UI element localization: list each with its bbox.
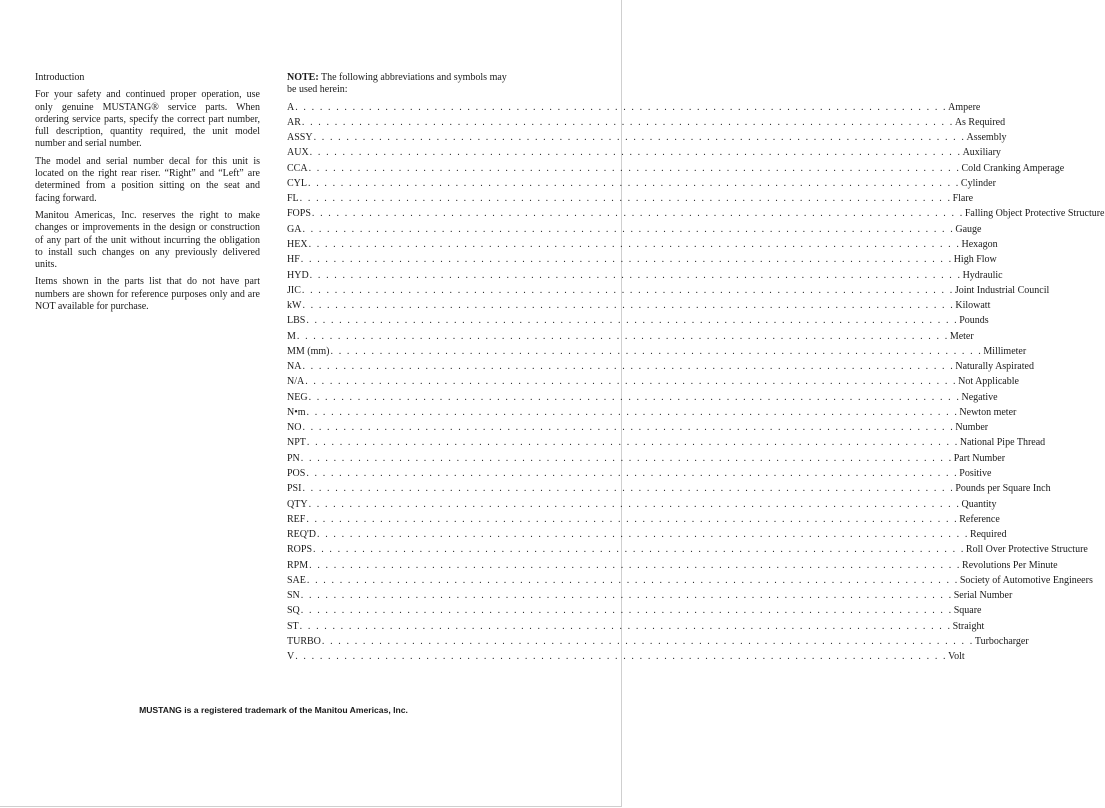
dot-leader: . . . . . . . . . . . . . . . . . . . . . . . . . . . . . . . . . . . . . . . . . . . . . . . . . . . . . . . . . . . . . . . . . . . . . . . . . . . . . . . . xyxy=(306,406,959,418)
abbreviation-definition: Ampere xyxy=(948,101,981,113)
abbreviation-definition: Number xyxy=(955,422,989,434)
abbreviation-term: NA xyxy=(287,361,302,373)
abbreviation-definition: Turbocharger xyxy=(974,635,1029,647)
abbreviation-row xyxy=(287,115,1006,130)
abbreviation-definition: Naturally Aspirated xyxy=(955,361,1034,373)
dot-leader: . . . . . . . . . . . . . . . . . . . . . . . . . . . . . . . . . . . . . . . . . . . . . . . . . . . . . . . . . . . . . . . . . . . . . . . . . . . . . . . . xyxy=(300,254,953,266)
abbreviation-row xyxy=(287,145,1001,160)
abbreviation-term: N/A xyxy=(287,376,305,388)
dot-leader: . . . . . . . . . . . . . . . . . . . . . . . . . . . . . . . . . . . . . . . . . . . . . . . . . . . . . . . . . . . . . . . . . . . . . . . . . . . . . . . . xyxy=(311,208,964,220)
abbreviation-row xyxy=(287,512,1000,527)
dot-leader: . . . . . . . . . . . . . . . . . . . . . . . . . . . . . . . . . . . . . . . . . . . . . . . . . . . . . . . . . . . . . . . . . . . . . . . . . . . . . . . . xyxy=(321,635,974,647)
abbreviation-definition: Serial Number xyxy=(953,590,1013,602)
dot-leader: . . . . . . . . . . . . . . . . . . . . . . . . . . . . . . . . . . . . . . . . . . . . . . . . . . . . . . . . . . . . . . . . . . . . . . . . . . . . . . . . xyxy=(296,330,949,342)
dot-leader: . . . . . . . . . . . . . . . . . . . . . . . . . . . . . . . . . . . . . . . . . . . . . . . . . . . . . . . . . . . . . . . . . . . . . . . . . . . . . . . . xyxy=(308,238,961,250)
abbreviation-term: CCA xyxy=(287,162,308,174)
dot-leader: . . . . . . . . . . . . . . . . . . . . . . . . . . . . . . . . . . . . . . . . . . . . . . . . . . . . . . . . . . . . . . . . . . . . . . . . . . . . . . . . xyxy=(302,300,955,312)
abbreviation-definition: Not Applicable xyxy=(958,376,1019,388)
abbreviation-term: AR xyxy=(287,116,301,128)
abbreviation-definition: Quantity xyxy=(961,498,997,510)
dot-leader: . . . . . . . . . . . . . . . . . . . . . . . . . . . . . . . . . . . . . . . . . . . . . . . . . . . . . . . . . . . . . . . . . . . . . . . . . . . . . . . . xyxy=(295,101,948,113)
abbreviation-row xyxy=(287,435,1046,450)
abbreviation-term: N•m xyxy=(287,406,306,418)
abbreviation-row xyxy=(287,359,1034,374)
dot-leader: . . . . . . . . . . . . . . . . . . . . . . . . . . . . . . . . . . . . . . . . . . . . . . . . . . . . . . . . . . . . . . . . . . . . . . . . . . . . . . . . xyxy=(300,590,953,602)
abbreviation-term: M xyxy=(287,330,296,342)
abbreviation-term: kW xyxy=(287,300,302,312)
abbreviation-definition: Flare xyxy=(952,193,974,205)
introduction-column xyxy=(35,72,260,318)
abbreviation-term: MM (mm) xyxy=(287,345,330,357)
abbreviation-term: FOPS xyxy=(287,208,311,220)
abbreviation-term: A xyxy=(287,101,295,113)
abbreviation-row xyxy=(287,344,1027,359)
dot-leader: . . . . . . . . . . . . . . . . . . . . . . . . . . . . . . . . . . . . . . . . . . . . . . . . . . . . . . . . . . . . . . . . . . . . . . . . . . . . . . . . xyxy=(302,422,955,434)
dot-leader: . . . . . . . . . . . . . . . . . . . . . . . . . . . . . . . . . . . . . . . . . . . . . . . . . . . . . . . . . . . . . . . . . . . . . . . . . . . . . . . . xyxy=(302,361,955,373)
abbreviation-row xyxy=(287,252,997,267)
dot-leader: . . . . . . . . . . . . . . . . . . . . . . . . . . . . . . . . . . . . . . . . . . . . . . . . . . . . . . . . . . . . . . . . . . . . . . . . . . . . . . . . xyxy=(302,483,955,495)
dot-leader: . . . . . . . . . . . . . . . . . . . . . . . . . . . . . . . . . . . . . . . . . . . . . . . . . . . . . . . . . . . . . . . . . . . . . . . . . . . . . . . . xyxy=(306,574,959,586)
abbreviation-definition: Joint Industrial Council xyxy=(954,284,1050,296)
abbreviation-term: CYL xyxy=(287,177,307,189)
abbreviation-term: PN xyxy=(287,452,300,464)
abbreviation-definition: Cold Cranking Amperage xyxy=(961,162,1065,174)
dot-leader: . . . . . . . . . . . . . . . . . . . . . . . . . . . . . . . . . . . . . . . . . . . . . . . . . . . . . . . . . . . . . . . . . . . . . . . . . . . . . . . . xyxy=(301,116,954,128)
abbreviation-term: SAE xyxy=(287,574,306,586)
abbreviation-row xyxy=(287,649,965,664)
intro-paragraph-1: For your safety and continued proper operation, use only genuine MUSTANG® service parts. When ordering service parts, specify the correct part number, full description, quantity required, the unit model number and serial number. xyxy=(35,89,260,150)
abbreviation-definition: Auxiliary xyxy=(962,147,1001,159)
abbreviation-row xyxy=(287,481,1051,496)
abbreviation-term: LBS xyxy=(287,315,306,327)
dot-leader: . . . . . . . . . . . . . . . . . . . . . . . . . . . . . . . . . . . . . . . . . . . . . . . . . . . . . . . . . . . . . . . . . . . . . . . . . . . . . . . . xyxy=(308,177,960,189)
abbreviation-row xyxy=(287,603,982,618)
intro-paragraph-2: The model and serial number decal for this unit is located on the right rear riser. “Right” and “Left” are determined from a position sitting on the seat and facing forward. xyxy=(35,155,260,204)
abbreviation-term: ASSY xyxy=(287,132,313,144)
abbreviation-term: ROPS xyxy=(287,544,313,556)
abbreviation-row xyxy=(287,420,989,435)
abbreviation-term: SQ xyxy=(287,605,300,617)
abbreviation-definition: Part Number xyxy=(953,452,1006,464)
dot-leader: . . . . . . . . . . . . . . . . . . . . . . . . . . . . . . . . . . . . . . . . . . . . . . . . . . . . . . . . . . . . . . . . . . . . . . . . . . . . . . . . xyxy=(305,376,958,388)
abbreviation-term: RPM xyxy=(287,559,309,571)
abbreviation-row xyxy=(287,298,991,313)
trademark-footer xyxy=(0,705,623,715)
dot-leader: . . . . . . . . . . . . . . . . . . . . . . . . . . . . . . . . . . . . . . . . . . . . . . . . . . . . . . . . . . . . . . . . . . . . . . . . . . . . . . . . xyxy=(309,147,962,159)
intro-paragraph-3: Manitou Americas, Inc. reserves the right to make changes or improvements in the design or construction of any part of the unit without incurring the obligation to install such changes on any previously delivered units. xyxy=(35,209,260,271)
abbreviation-row xyxy=(287,161,1065,176)
abbreviation-term: NPT xyxy=(287,437,306,449)
abbreviation-definition: National Pipe Thread xyxy=(959,437,1046,449)
abbreviation-row xyxy=(287,405,1017,420)
abbreviations-column xyxy=(287,72,1105,664)
introduction-heading: Introduction xyxy=(35,72,85,83)
dot-leader: . . . . . . . . . . . . . . . . . . . . . . . . . . . . . . . . . . . . . . . . . . . . . . . . . . . . . . . . . . . . . . . . . . . . . . . . . . . . . . . . xyxy=(306,437,959,449)
abbreviation-definition: Kilowatt xyxy=(955,300,991,312)
abbreviation-row xyxy=(287,619,985,634)
abbreviation-term: JIC xyxy=(287,284,301,296)
abbreviation-term: NEG xyxy=(287,391,308,403)
abbreviation-term: POS xyxy=(287,467,306,479)
dot-leader: . . . . . . . . . . . . . . . . . . . . . . . . . . . . . . . . . . . . . . . . . . . . . . . . . . . . . . . . . . . . . . . . . . . . . . . . . . . . . . . . xyxy=(302,223,955,235)
dot-leader: . . . . . . . . . . . . . . . . . . . . . . . . . . . . . . . . . . . . . . . . . . . . . . . . . . . . . . . . . . . . . . . . . . . . . . . . . . . . . . . . xyxy=(308,498,961,510)
note-text: The following abbreviations and symbols may be used herein: xyxy=(287,72,507,96)
abbreviation-definition: Hydraulic xyxy=(962,269,1003,281)
abbreviation-definition: Millimeter xyxy=(983,345,1027,357)
abbreviation-term: SN xyxy=(287,590,300,602)
abbreviation-definition: Hexagon xyxy=(961,238,998,250)
abbreviation-row xyxy=(287,191,974,206)
abbreviation-row xyxy=(287,237,998,252)
dot-leader: . . . . . . . . . . . . . . . . . . . . . . . . . . . . . . . . . . . . . . . . . . . . . . . . . . . . . . . . . . . . . . . . . . . . . . . . . . . . . . . . xyxy=(306,513,959,525)
dot-leader: . . . . . . . . . . . . . . . . . . . . . . . . . . . . . . . . . . . . . . . . . . . . . . . . . . . . . . . . . . . . . . . . . . . . . . . . . . . . . . . . xyxy=(309,269,962,281)
dot-leader: . . . . . . . . . . . . . . . . . . . . . . . . . . . . . . . . . . . . . . . . . . . . . . . . . . . . . . . . . . . . . . . . . . . . . . . . . . . . . . . . xyxy=(308,162,961,174)
abbreviation-definition: Assembly xyxy=(966,132,1007,144)
abbreviation-row xyxy=(287,206,1105,221)
abbreviation-row xyxy=(287,558,1058,573)
abbreviation-term: FL xyxy=(287,193,299,205)
abbreviation-definition: Pounds xyxy=(959,315,989,327)
trademark-text: MUSTANG is a registered trademark of the Manitou Americas, Inc. xyxy=(139,705,408,715)
abbreviation-definition: Roll Over Protective Structure xyxy=(965,544,1088,556)
abbreviation-row xyxy=(287,497,997,512)
abbreviation-definition: Required xyxy=(969,529,1007,541)
abbreviation-definition: Revolutions Per Minute xyxy=(962,559,1058,571)
abbreviation-term: ST xyxy=(287,620,299,632)
abbreviation-definition: Falling Object Protective Structure xyxy=(964,208,1105,220)
abbreviation-row xyxy=(287,268,1003,283)
abbreviation-row xyxy=(287,527,1007,542)
abbreviation-definition: As Required xyxy=(954,116,1006,128)
dot-leader: . . . . . . . . . . . . . . . . . . . . . . . . . . . . . . . . . . . . . . . . . . . . . . . . . . . . . . . . . . . . . . . . . . . . . . . . . . . . . . . . xyxy=(330,345,983,357)
dot-leader: . . . . . . . . . . . . . . . . . . . . . . . . . . . . . . . . . . . . . . . . . . . . . . . . . . . . . . . . . . . . . . . . . . . . . . . . . . . . . . . . xyxy=(313,544,965,556)
abbreviation-term: HEX xyxy=(287,238,308,250)
abbreviation-row xyxy=(287,466,992,481)
abbreviation-row xyxy=(287,130,1007,145)
abbreviation-definition: Volt xyxy=(948,651,965,663)
dot-leader: . . . . . . . . . . . . . . . . . . . . . . . . . . . . . . . . . . . . . . . . . . . . . . . . . . . . . . . . . . . . . . . . . . . . . . . . . . . . . . . . xyxy=(300,605,953,617)
abbreviation-definition: Negative xyxy=(961,391,998,403)
abbreviation-definition: Newton meter xyxy=(959,406,1017,418)
abbreviation-row xyxy=(287,390,998,405)
dot-leader: . . . . . . . . . . . . . . . . . . . . . . . . . . . . . . . . . . . . . . . . . . . . . . . . . . . . . . . . . . . . . . . . . . . . . . . . . . . . . . . . xyxy=(295,651,948,663)
abbreviation-row xyxy=(287,588,1013,603)
abbreviation-row xyxy=(287,313,989,328)
abbreviation-term: REF xyxy=(287,513,306,525)
abbreviation-term: AUX xyxy=(287,147,309,159)
abbreviation-definition: Gauge xyxy=(955,223,982,235)
abbreviation-term: HYD xyxy=(287,269,309,281)
dot-leader: . . . . . . . . . . . . . . . . . . . . . . . . . . . . . . . . . . . . . . . . . . . . . . . . . . . . . . . . . . . . . . . . . . . . . . . . . . . . . . . . xyxy=(306,315,959,327)
dot-leader: . . . . . . . . . . . . . . . . . . . . . . . . . . . . . . . . . . . . . . . . . . . . . . . . . . . . . . . . . . . . . . . . . . . . . . . . . . . . . . . . xyxy=(317,529,969,541)
abbreviation-row xyxy=(287,222,982,237)
abbreviation-definition: Pounds per Square Inch xyxy=(955,483,1051,495)
abbreviation-row xyxy=(287,283,1050,298)
abbreviation-definition: Square xyxy=(953,605,982,617)
abbreviations-note xyxy=(287,72,507,97)
abbreviation-term: PSI xyxy=(287,483,302,495)
abbreviations-list xyxy=(287,100,1105,665)
abbreviation-row xyxy=(287,451,1006,466)
abbreviation-definition: High Flow xyxy=(953,254,997,266)
abbreviation-definition: Reference xyxy=(959,513,1000,525)
abbreviation-term: GA xyxy=(287,223,302,235)
abbreviation-row xyxy=(287,634,1029,649)
abbreviation-row xyxy=(287,329,974,344)
abbreviation-row xyxy=(287,573,1093,588)
intro-paragraph-4: Items shown in the parts list that do not have part numbers are shown for reference purposes only and are NOT available for purchase. xyxy=(35,276,260,313)
dot-leader: . . . . . . . . . . . . . . . . . . . . . . . . . . . . . . . . . . . . . . . . . . . . . . . . . . . . . . . . . . . . . . . . . . . . . . . . . . . . . . . . xyxy=(300,452,953,464)
dot-leader: . . . . . . . . . . . . . . . . . . . . . . . . . . . . . . . . . . . . . . . . . . . . . . . . . . . . . . . . . . . . . . . . . . . . . . . . . . . . . . . . xyxy=(299,193,952,205)
abbreviation-row xyxy=(287,374,1019,389)
abbreviation-term: V xyxy=(287,651,295,663)
dot-leader: . . . . . . . . . . . . . . . . . . . . . . . . . . . . . . . . . . . . . . . . . . . . . . . . . . . . . . . . . . . . . . . . . . . . . . . . . . . . . . . . xyxy=(299,620,952,632)
abbreviation-definition: Straight xyxy=(952,620,985,632)
dot-leader: . . . . . . . . . . . . . . . . . . . . . . . . . . . . . . . . . . . . . . . . . . . . . . . . . . . . . . . . . . . . . . . . . . . . . . . . . . . . . . . . xyxy=(309,559,962,571)
dot-leader: . . . . . . . . . . . . . . . . . . . . . . . . . . . . . . . . . . . . . . . . . . . . . . . . . . . . . . . . . . . . . . . . . . . . . . . . . . . . . . . . xyxy=(313,132,966,144)
abbreviation-definition: Cylinder xyxy=(960,177,996,189)
abbreviation-term: NO xyxy=(287,422,302,434)
abbreviation-definition: Meter xyxy=(949,330,974,342)
abbreviation-definition: Positive xyxy=(959,467,992,479)
dot-leader: . . . . . . . . . . . . . . . . . . . . . . . . . . . . . . . . . . . . . . . . . . . . . . . . . . . . . . . . . . . . . . . . . . . . . . . . . . . . . . . . xyxy=(306,467,959,479)
abbreviation-row xyxy=(287,100,981,115)
abbreviation-row xyxy=(287,176,996,191)
abbreviation-term: HF xyxy=(287,254,300,266)
dot-leader: . . . . . . . . . . . . . . . . . . . . . . . . . . . . . . . . . . . . . . . . . . . . . . . . . . . . . . . . . . . . . . . . . . . . . . . . . . . . . . . . xyxy=(308,391,961,403)
abbreviation-term: REQ'D xyxy=(287,529,317,541)
abbreviation-row xyxy=(287,542,1088,557)
note-label: NOTE: xyxy=(287,72,319,83)
abbreviation-definition: Society of Automotive Engineers xyxy=(959,574,1093,586)
dot-leader: . . . . . . . . . . . . . . . . . . . . . . . . . . . . . . . . . . . . . . . . . . . . . . . . . . . . . . . . . . . . . . . . . . . . . . . . . . . . . . . . xyxy=(301,284,954,296)
abbreviation-term: TURBO xyxy=(287,635,321,647)
abbreviation-term: QTY xyxy=(287,498,308,510)
